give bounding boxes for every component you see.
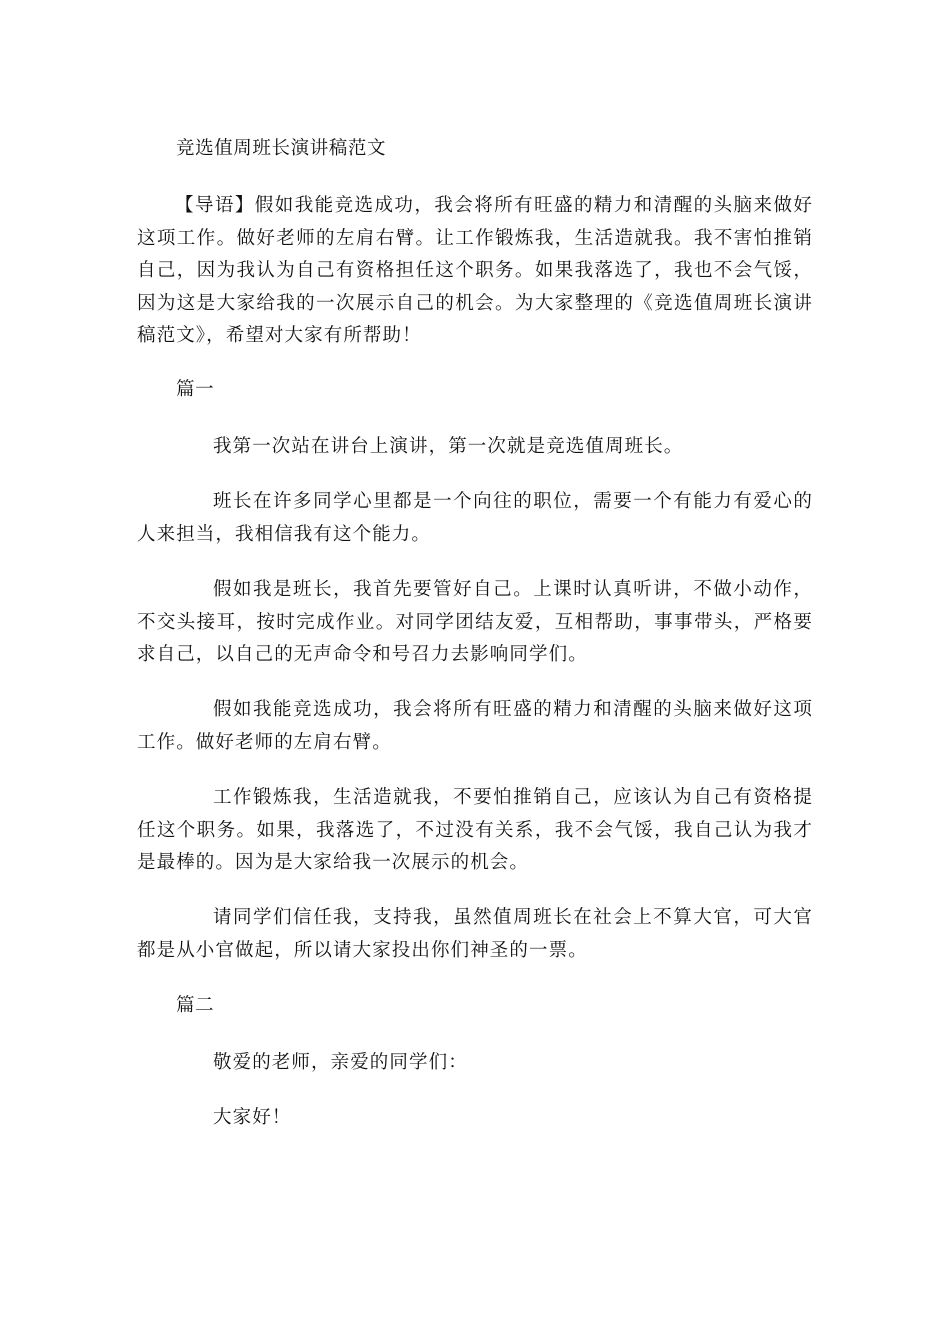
- intro-paragraph: 【导语】假如我能竞选成功，我会将所有旺盛的精力和清醒的头脑来做好这项工作。做好老师的左肩右臂。让工作锻炼我，生活造就我。我不害怕推销自己，因为我认为自己有资格担任这个职务。如果我落选了，我也不会气馁，因为这是大家给我的一次展示自己的机会。为大家整理的《竞选值周班长演讲稿范文》，希望对大家有所帮助！: [137, 195, 813, 346]
- paragraph: 班长在许多同学心里都是一个向往的职位，需要一个有能力有爱心的人来担当，我相信我有这个能力。: [137, 491, 813, 545]
- section-label-1: 篇一: [176, 379, 215, 400]
- paragraph: 我第一次站在讲台上演讲，第一次就是竞选值周班长。: [213, 436, 684, 457]
- paragraph: 工作锻炼我，生活造就我，不要怕推销自己，应该认为自己有资格提任这个职务。如果，我落选了，不过没有关系，我不会气馁，我自己认为我才是最棒的。因为是大家给我一次展示的机会。: [137, 787, 813, 873]
- paragraph: 敬爱的老师，亲爱的同学们：: [213, 1052, 468, 1073]
- paragraph: 假如我能竞选成功，我会将所有旺盛的精力和清醒的头脑来做好这项工作。做好老师的左肩右臂。: [137, 699, 813, 753]
- document-title: 竞选值周班长演讲稿范文: [176, 138, 387, 159]
- paragraph: 请同学们信任我，支持我，虽然值周班长在社会上不算大官，可大官都是从小官做起，所以请大家投出你们神圣的一票。: [137, 907, 813, 961]
- section-label-2: 篇二: [176, 995, 215, 1016]
- paragraph: 假如我是班长，我首先要管好自己。上课时认真听讲，不做小动作，不交头接耳，按时完成作业。对同学团结友爱，互相帮助，事事带头，严格要求自己，以自己的无声命令和号召力去影响同学们。: [137, 579, 813, 665]
- paragraph: 大家好！: [213, 1107, 292, 1128]
